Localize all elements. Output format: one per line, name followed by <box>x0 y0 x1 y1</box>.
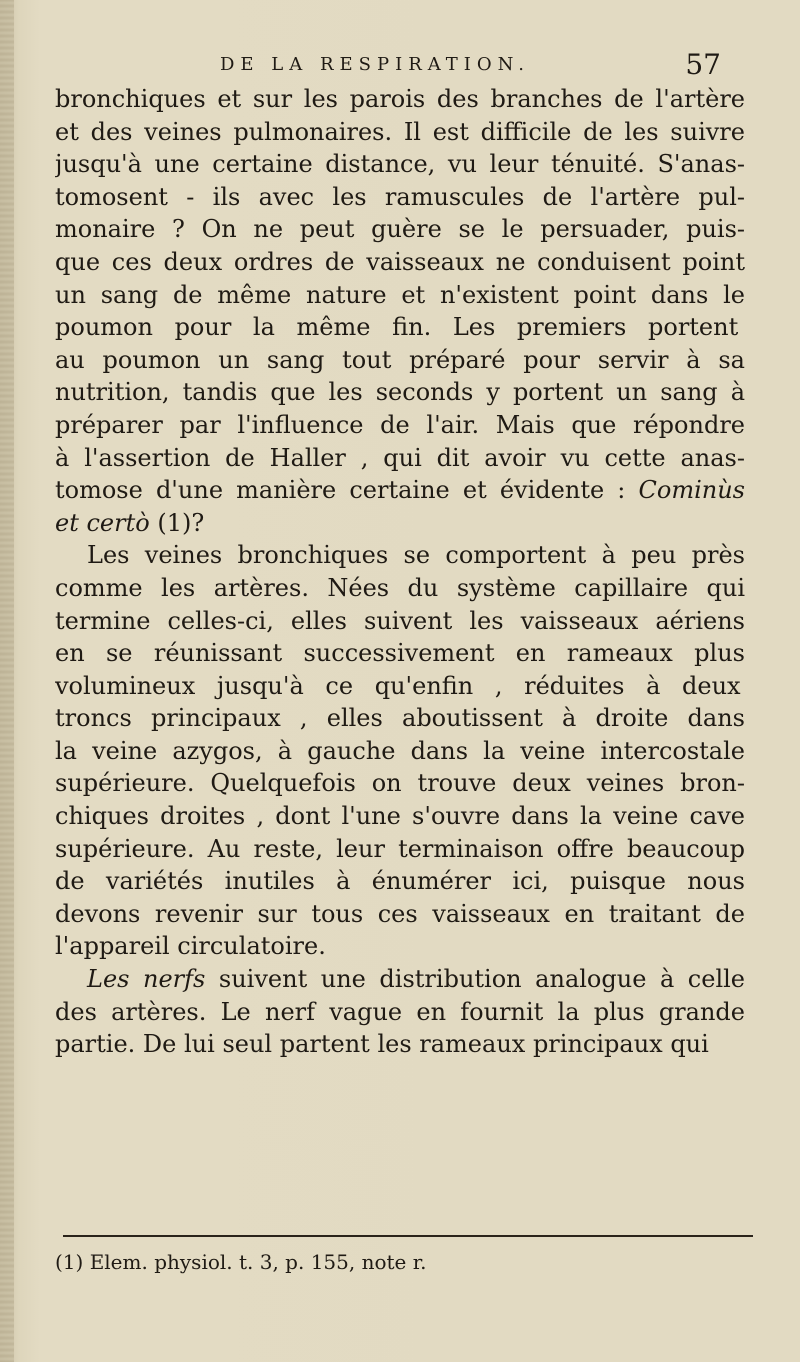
running-head: DE LA RESPIRATION. <box>220 54 530 75</box>
line-text: la veine azygos, à gauche dans la veine intercostale <box>55 736 745 765</box>
line-text: termine celles-ci, elles suivent les vaisseaux aériens <box>55 606 745 635</box>
line-text: suivent une distribution analogue à celle <box>218 965 745 994</box>
line-text: troncs principaux , elles aboutissent à droite dans <box>55 704 745 733</box>
line-text: au poumon un sang tout préparé pour servir à sa <box>55 345 745 374</box>
text-line <box>55 963 745 996</box>
line-text: jusqu'à une certaine distance, vu leur ténuité. S'anas- <box>55 150 745 179</box>
line-text: volumineux jusqu'à ce qu'enfin , réduites à deux <box>55 671 741 700</box>
text-line <box>55 800 745 833</box>
text-line <box>55 344 745 377</box>
text-line <box>55 246 745 279</box>
text-line <box>55 898 745 931</box>
line-text: devons revenir sur tous ces vaisseaux en traitant de <box>55 899 745 928</box>
text-line <box>55 539 745 572</box>
line-text: chiques droites , dont l'une s'ouvre dans la veine cave <box>55 802 745 831</box>
line-text: et des veines pulmonaires. Il est difficile de les suivre <box>55 117 745 146</box>
line-text: supérieure. Quelquefois on trouve deux veines bron- <box>55 769 745 798</box>
line-text: l'appareil circulatoire. <box>55 932 326 961</box>
line-text: tomose d'une manière certaine et évidente : <box>55 476 626 505</box>
text-line <box>55 474 745 507</box>
line-text: à l'assertion de Haller , qui dit avoir vu cette anas- <box>55 443 745 472</box>
line-text: des artères. Le nerf vague en fournit la plus grande <box>55 997 745 1026</box>
text-line <box>55 702 745 735</box>
line-text: préparer par l'influence de l'air. Mais que répondre <box>55 410 745 439</box>
line-text: que ces deux ordres de vaisseaux ne conduisent point <box>55 247 745 276</box>
text-line <box>55 442 745 475</box>
line-text: de variétés inutiles à énumérer ici, puisque nous <box>55 867 745 896</box>
line-text: partie. De lui seul partent les rameaux principaux qui <box>55 1030 709 1059</box>
text-line <box>55 637 745 670</box>
text-line <box>55 181 745 214</box>
text-line <box>55 148 745 181</box>
line-text: comme les artères. Nées du système capillaire qui <box>55 573 745 602</box>
text-line <box>55 409 745 442</box>
line-text: nutrition, tandis que les seconds y portent un sang à <box>55 378 745 407</box>
line-text: un sang de même nature et n'existent point dans le <box>55 280 745 309</box>
text-line <box>55 833 745 866</box>
footnote-separator <box>63 1235 753 1237</box>
text-line <box>55 1028 745 1061</box>
text-line <box>55 670 745 703</box>
body-text <box>55 83 745 1061</box>
text-line <box>55 376 745 409</box>
text-line <box>55 213 745 246</box>
page-header <box>95 48 735 88</box>
text-line <box>55 83 745 116</box>
text-line <box>55 311 745 344</box>
line-text: bronchiques et sur les parois des branches de l'artère <box>55 85 745 113</box>
line-text: poumon pour la même fin. Les premiers portent <box>55 313 739 342</box>
binding-gutter <box>0 0 14 1362</box>
text-line <box>55 116 745 149</box>
line-text: supérieure. Au reste, leur terminaison offre beaucoup <box>55 834 745 863</box>
text-line <box>55 605 745 638</box>
text-line <box>55 507 745 540</box>
text-line <box>55 930 745 963</box>
line-text: tomosent - ils avec les ramuscules de l'artère pul- <box>55 182 745 211</box>
line-text: (1)? <box>157 508 205 537</box>
line-text: Les veines bronchiques se comportent à peu près <box>87 541 745 570</box>
line-text: monaire ? On ne peut guère se le persuader, puis- <box>55 215 745 244</box>
text-line <box>55 865 745 898</box>
italic-run: Les nerfs <box>87 965 206 994</box>
text-line <box>55 279 745 312</box>
text-line <box>55 996 745 1029</box>
footnote: (1) Elem. physiol. t. 3, p. 155, note r. <box>55 1250 427 1274</box>
text-line <box>55 767 745 800</box>
italic-run: et certò <box>55 508 150 537</box>
text-line <box>55 735 745 768</box>
line-text: en se réunissant successivement en rameaux plus <box>55 639 745 668</box>
italic-run: Cominùs <box>638 476 745 505</box>
page-number: 57 <box>685 48 721 81</box>
text-line <box>55 572 745 605</box>
